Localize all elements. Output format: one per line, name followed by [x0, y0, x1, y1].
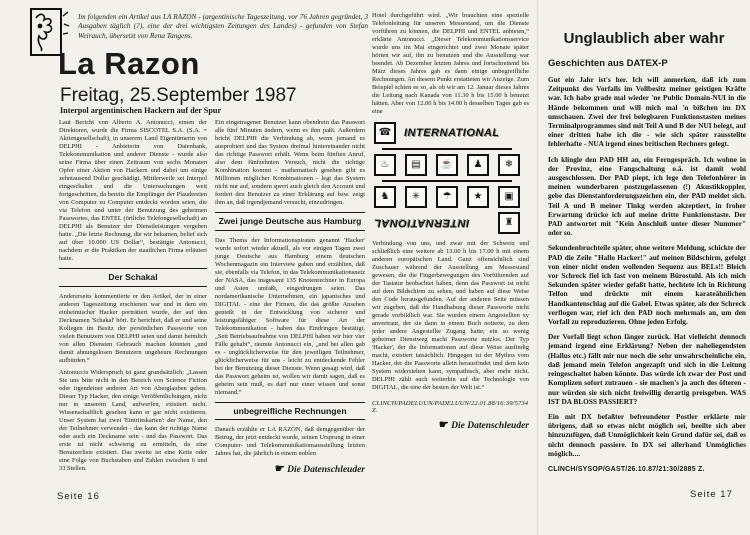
umbrella-pictogram-icon: ☂: [436, 186, 458, 208]
body-paragraph: Hotel durchgeführt wird. „Wir brauchten eine spezielle Telefonleitung für unseren Messestand, um die Dienste vorführen zu können, die DELPHI und ENTEL anbieten,“ erklärte Antonucci. „Dieser Telekommunikationsservice wurde uns im Mai eingerichtet und zwei Monate später hörten wir auf, ihn zu benutzen und die Ausstellung war beendet. Ab Dezember letzten Jahres und fortschreitend bis März dieses Jahres gab es dann einige unbegreifliche Rechnungen. An diesem Punkt erstatteten wir Anzeige. Zum Beispiel schien es so, als ob wir am 12. Januar dieses Jahres die Leitung nach Kanada von 11.30 h bis 15.00 h benutzt hätten. Aber von 12.00 h bis 14.00 h desselben Tages gab es eine: [372, 12, 529, 115]
dining-pictogram-icon: ☕: [436, 154, 458, 176]
body-paragraph: Antonuccis Widerspruch ist ganz grundsätzlich: „Lassen Sie uns bitte nicht in den Bereich von Science Fiction oder irgendeiner anderen Art von Aberglauben gehen. Dieser Typ Hacker, den einige Veröffentlichungen, nicht nur in unserem Land, aufwerfen, existiert nicht. Wissenschaftlich gesehen kann er gar nicht existieren. Unser System hat zwei 'Eintrittskarten': der Name, den der Teilnehmer verwendet - das kann der richtige Name oder auch ein Deckname sein - und das Passwort. Das erste ist nicht schwierig zu ermitteln, da eine Benutzerliste existiert. Das zweite ist eine Kette oder eine Folge von Buchstaben und Zahlen zwischen 6 und 33 Stellen.: [59, 368, 207, 472]
body-paragraph: Ein eingetragener Benutzer kann obendrein das Passwort alle fünf Minuten ändern, wenn es ihm paßt. Außerdem bricht DELPHI die Verbindung ab, wenn jemand es ausprobiert und das System dreimal hintereinander nicht das richtige Passwort erhält. Wenn beim fünften Anruf, also dem fünfzehnten Versuch, nicht die richtige Kombination kommt - mathematisch gesehen gibt es Millionen möglicher Kombinationen - legt das System nicht nur auf, sondern sperrt auch gleich den Account und fordert den Benutzer zu einer Erklärung auf bzw. zeigt ihm an, daß irgendjemand versucht, einzudringen.: [215, 119, 365, 206]
left-page-column-3: [372, 12, 529, 512]
horse-pictogram-icon: ♞: [374, 186, 396, 208]
snow-pictogram-icon: ❄: [498, 154, 520, 176]
screen-pictogram-icon: ▣: [498, 186, 520, 208]
pointing-hand-icon: ☛: [438, 419, 449, 431]
body-paragraph: Sekundenbruchteile später, ohne weitere Meldung, schickte der PAD die Zeile "Hallo Hacker!" auf meinen Bildschirm, gefolgt von einer nicht enden wollenden Sequenz aus BELs!! Bleich vor Schreck fiel ich fast von meinem Bürostuhl. Als ich mich Sekunden später wieder gefaßt hatte, hechtete ich in Richtung Telfon und drückte mit einem karateähnlichen Handkantenschlag auf die Gabel. Etwas später, als der Schreck verflogen war, rief ich den PAD noch mehrmals an, um den Vorfall zu reproduzieren. Ohne jeden Erfolg.: [548, 243, 746, 327]
diagram-banner-bottom: INTERNATIONAL: [374, 217, 470, 229]
telephone-pictogram-icon: ☎: [374, 122, 396, 144]
right-page-column: [548, 75, 746, 460]
diagram-banner-top: INTERNATIONAL: [404, 127, 500, 139]
body-paragraph: Ein mit DX befaßter befreundeter Postler erklärte mir übrigens, daß so etwas nicht möglich sei, beeilte sich aber hinzuzufügen, daß Unmöglichkeit kein Grund dafür sei, daß es nicht dennoch passiere. In DX sei allerhand Unmögliches möglich....: [548, 411, 746, 458]
section-heading-der-schakal: Der Schakal: [59, 268, 207, 287]
story-subtitle: Geschichten aus DATEX-P: [548, 58, 668, 69]
story-title: Unglaublich aber wahr: [563, 30, 725, 47]
hotel-services-diagram: [374, 122, 520, 234]
body-paragraph: Andererseits kommentierte er den Artikel, der in einer anderen Tageszeitung erschienen war und in dem ein einheimischer Hacker porträtiert wurde, der auf den Decknamen 'Schakal' hört. Er berichtet, daß er und seine Kollegen im Besitz der persönlichen Passworte von vielen Benutzern von DELPHI seien und damit heimlich von allen Diensten Gebrauch machen könnten „und damit ahnungslosen Benutzern ungeheure Rechnungen aufbürden.“: [59, 292, 207, 364]
star-pictogram-icon: ★: [467, 186, 489, 208]
connector-line: [382, 180, 512, 182]
editors-note: Im folgenden ein Artikel aus LA RAZON - (argentinische Tageszeitung, vor 76 Jahren gegründet, 3 Ausgaben täglich (?), eine der drei wichtigsten Zeitungen des Landes) - gefunden von Stefan Weirauch, übersetzt von Rena Tangens.: [78, 12, 368, 40]
left-page-column-1: [59, 119, 207, 491]
tower-pictogram-icon: ♜: [498, 212, 520, 234]
spa-pictogram-icon: ♨: [374, 154, 396, 176]
page-gutter-divider: [537, 0, 538, 535]
person-pictogram-icon: ♟: [467, 154, 489, 176]
page-number-left: Seite 16: [57, 491, 100, 502]
datenschleuder-logo: [372, 418, 529, 431]
body-paragraph: Danach erzählte er LA RAZON, daß demgegenüber der Betrug, der jetzt entdeckt wurde, seinen Ursprung in einer Computer- und Telekommunikationsausstellung letzten Jahres hat, die jährlich in einem noblen: [215, 426, 365, 458]
body-paragraph: Laut Bericht von Alberto A. Antonucci, einem der Direktoren, wurde die Firma SISCOTEL S.A. (S.A. = Aktiengesellschaft), in unserem Land Eigentümerin von DELPHI - Anbieterin von Datenbank, Telekommunikation und anderer Dienste - wurde also seine Firma über einen Zeitraum von sechs Monaten Opfer einer Aktion von Hackern und dabei um einige zehntausend Dollar geschädigt. Mittlerweile sei Interpol eingeschaltet und die Untersuchungen weit fortgeschritten, da bereits die Empfänger der Plaudereien von Computer zu Computer entdeckt worden seien, die via Telefon und unter der Benutzung des geheimen Passwortes, das ENTEL (örtliche Telefongesellschaft) an DELPHI als Benutzer der Dienstleistungen vergeben hatte. „Die letzte Rechnung, die wir bekamen, belief sich auf über 10.000 US Dollar“, bestätigte Antonucci, nachdem er die Praktiken der staatlichen Firma erläutert hatte.: [59, 119, 207, 262]
section-heading-zwei-junge-deutsche: Zwei junge Deutsche aus Hamburg: [215, 212, 365, 231]
pointing-hand-icon: ☛: [274, 463, 285, 476]
star-burst-pictogram-icon: ✳: [405, 186, 427, 208]
connector-line: [382, 148, 512, 150]
body-paragraph: Das Thema der Informationspiraten genannt 'Hacker' wurde sofort wieder aktuell, als vor einigen Tagen zwei junge Deutsche aus Hamburg einem deutschen Wochenmagazin ein Interview gaben und erzählten, daß sie, ebenfalls via Telefon, in das Telekommunikationsnetz der NASA, das insgesamt 135 Knotenrechner in Europa und Asien umfaßt, eingedrungen seien. Das nordamerikanische Unternehmen, ein japanisches und DIGITAL - eine der Firmen, die das größte Ansehen genießt in der Entwicklung von sicherer und leistungsfähiger Software für diese Art der Telekommunikation - haben das Eindringen bestätigt. „Seit Betriebsaufnahme von DELPHI haben wir hier vier Fälle gehabt“, räumte Antonucci ein, „und bei allen gab es - unglücklicherweise für den jeweiligen Teilnehmer, glücklicherweise für uns - leicht zu entdeckende Fehler bei der Benutzung dieser Dienste. Wenn gesagt wird, daß das Passwort geheim ist, wollen wir damit sagen, daß es geheim sein muß, es darf nur einer wissen und sonst niemand.“: [215, 236, 365, 396]
datenschleuder-logo: [215, 462, 365, 475]
story-credit-line: CLINCH/SYSOP/GAST/26.10.87/21:30/2885 Z.: [548, 466, 705, 473]
body-paragraph: Gut ein Jahr ist's her. Ich will anmerken, daß ich zum Zeitpunkt des Vorfalls im Vollbesitz meiner geistigen Kräfte war. Ich habe grade mal wieder 'ne Public Domain-NUI in die Hände bekommen und will mich mal 'n bißchen im DX umschauen. Zwei der frei belegbaren Funktionstasten meines Terminalprogrammes sind mit Teil A und B der NUI belegt, auf einer dritten habe ich die - wie sich später rausstellte fehlerhafte - NUA irgend eines britischen Rechners gelegt.: [548, 75, 746, 149]
article-title: La Razon: [58, 46, 200, 81]
article-kicker: Interpol argentinischen Hackern auf der Spur: [60, 106, 222, 115]
body-paragraph: Ich klingle den PAD HH an, ein Ferngespräch. Ich wohne in der Provinz, eine Fangschaltung o.ä. ist damit wohl ausgeschlossen. Der PAD piept, ich lege den Telefonhörer in meinen wunderbaren postzugelassenen (!) Akustikkoppler, gebe das Dienstanforderungszeichen ein, der PAD meldet sich. Teil A und B meiner Tlnkg werden akzeptiert, in froher Erwartung drücke ich auf meine dritte Funktionstaste. Der PAD antwortet mit "Kein Anschluß unter dieser Nummer" oder so.: [548, 154, 746, 238]
article-credit-line: CLINCH/PADELUUN/PADELUUN/22.01.88/16:39/5734 Z.: [372, 400, 529, 414]
bed-pictogram-icon: ▤: [405, 154, 427, 176]
left-page-column-2: [215, 119, 365, 505]
body-paragraph: Der Vorfall liegt schon länger zurück. Hat vielleicht dennoch jemand irgend eine Erklärung? Neben der naheliegendsten (Hallus etc.) fällt mir nur noch die sehr unwahrscheinliche ein, daß jemand mein Telefon angezapft und sich in die Leitung reingeschaltet haben könnte. Das würde ich zwar der Post und Komplizen sofort zutrauen - sie machen's ja auch des öfteren - nur würden sie sich nicht freiwillig derartig preisgeben. WAS IST DA BLOSS PASSIERT?: [548, 332, 746, 406]
body-paragraph: Verbindung von uns, und zwar mit der Schweiz und schließlich eine weitere ab 13.00 h bis 17.00 h mit einem anderen europäischen Land. Ganz offensichtlich sind Zuschauer während der Ausstellung am Messestand gewesen, die die Fingerbewegungen des Vorführenden auf der Tastatur beobachtet haben, denn das Passwort ist nicht auf dem Bildschirm zu sehen, und haben auf diese Weise den Code herausgefunden. Auf der anderen Seite müssen wir zugeben, daß die Handhabung dieser Passworte nicht gerade vorbildlich war. Sie wurden einem Angestellten xy anvertraut, der sie dann in einem Buch notierte, zu dem jeder andere Angestellte Zugang hatte; ein so wenig geheimer Dienstweg macht Passworte nutzlos. Der Typ 'Hacker', der die Informationen auf diese Weise ausfindig macht, existiert tatsächlich. Hingegen ist der Mythos vom Hacker, der die Passworte allein herausfindet und dem kein System widerstehen kann, sympathisch, aber mehr nicht. DELPHI zählt auch weiterhin auf die Technologie von DIGITAL, die eine der besten der Welt ist.“: [372, 240, 529, 391]
datenschleuder-logo-text: Die Datenschleuder: [287, 465, 365, 476]
section-heading-unbegreifliche-rechnungen: unbegreifliche Rechnungen: [215, 402, 365, 421]
datenschleuder-logo-text: Die Datenschleuder: [451, 421, 529, 431]
page-number-right: Seite 17: [690, 489, 733, 500]
article-date: Freitag, 25.September 1987: [60, 85, 297, 106]
